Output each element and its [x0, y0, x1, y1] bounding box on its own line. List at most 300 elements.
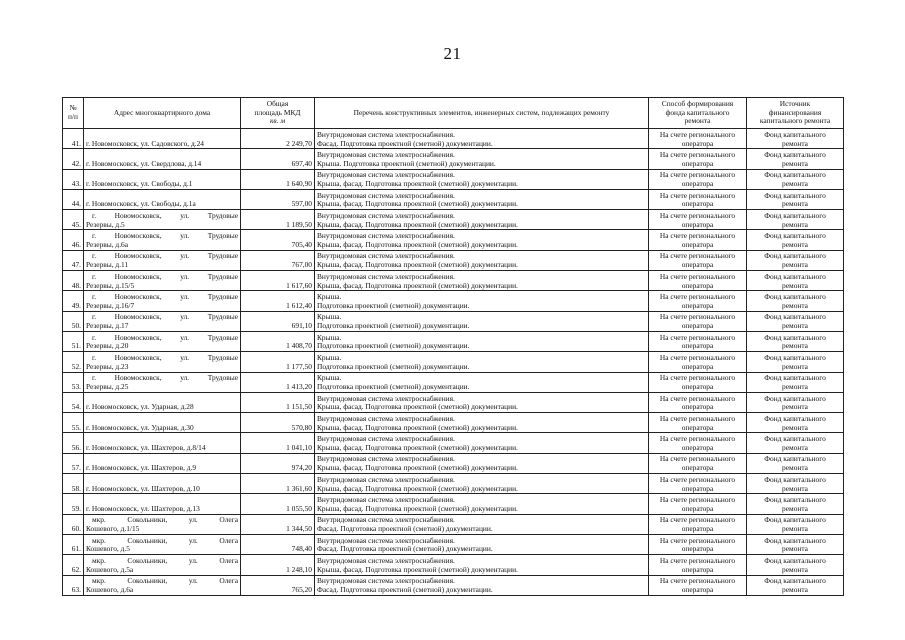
row-area: 2 249,70 — [241, 129, 315, 149]
address-word: ул. — [180, 352, 190, 362]
source-line: Фонд капитального — [764, 413, 826, 423]
works-line: Подготовка проектной (сметной) документации. — [317, 341, 470, 351]
row-works — [315, 433, 649, 453]
address-word: Трудовые — [207, 210, 238, 220]
works-line: Крыша, фасад. Подготовка проектной (сметной) документации. — [317, 260, 518, 270]
method-line: оператора — [681, 402, 714, 412]
works-line: Фасад. Подготовка проектной (сметной) документации. — [317, 138, 493, 148]
table-row — [63, 189, 844, 209]
works-line: Внутридомовая система электроснабжения. — [317, 555, 455, 565]
row-funding-source — [747, 291, 844, 311]
header-source — [747, 98, 844, 129]
works-line: Внутридомовая система электроснабжения. — [317, 210, 455, 220]
works-line: Внутридомовая система электроснабжения. — [317, 474, 455, 484]
address-word: Олега — [219, 555, 238, 565]
row-address — [84, 514, 241, 534]
row-works — [315, 534, 649, 554]
row-address — [84, 149, 241, 169]
row-number: 48. — [63, 271, 84, 291]
source-line: ремонта — [782, 321, 808, 331]
row-address — [84, 311, 241, 331]
address-line: г. Новомосковск, ул. Шахтеров, д.8/14 — [86, 442, 206, 452]
works-line: Внутридомовая система электроснабжения. — [317, 170, 455, 180]
address-word: г. — [92, 373, 97, 383]
row-funding-method — [649, 210, 747, 230]
works-line: Крыша, фасад. Подготовка проектной (сметной) документации. — [317, 503, 518, 513]
row-area: 1 612,40 — [241, 291, 315, 311]
source-line: ремонта — [782, 158, 808, 168]
method-line: На счете регионального — [659, 576, 736, 586]
source-line: ремонта — [782, 199, 808, 209]
header-area-line2: площадь МКД — [254, 107, 301, 117]
method-line: оператора — [681, 179, 714, 189]
row-number: 56. — [63, 433, 84, 453]
address-line: г. Новомосковск, ул. Шахтеров, д.10 — [86, 483, 200, 493]
source-line: ремонта — [782, 524, 808, 534]
works-line: Внутридомовая система электроснабжения. — [317, 129, 455, 139]
header-method — [649, 98, 747, 129]
table-row — [63, 392, 844, 412]
source-line: Фонд капитального — [764, 271, 826, 281]
works-line: Крыша. — [317, 312, 342, 322]
method-line: На счете регионального — [659, 535, 736, 545]
address-word: мкр. — [92, 535, 106, 545]
row-works — [315, 372, 649, 392]
works-line: Фасад. Подготовка проектной (сметной) документации. — [317, 585, 493, 595]
method-line: оператора — [681, 219, 714, 229]
address-word: Новомосковск, — [114, 271, 162, 281]
row-area: 1 189,50 — [241, 210, 315, 230]
method-line: оператора — [681, 321, 714, 331]
table-row — [63, 453, 844, 473]
method-line: На счете регионального — [659, 495, 736, 505]
table-row — [63, 129, 844, 149]
source-line: ремонта — [782, 300, 808, 310]
row-address — [84, 494, 241, 514]
method-line: оператора — [681, 361, 714, 371]
row-funding-method — [649, 433, 747, 453]
method-line: оператора — [681, 585, 714, 595]
row-funding-method — [649, 494, 747, 514]
source-line: Фонд капитального — [764, 251, 826, 261]
address-line: Кошевого, д.5а — [86, 564, 134, 574]
row-works — [315, 210, 649, 230]
address-word: Новомосковск, — [114, 373, 162, 383]
works-line: Подготовка проектной (сметной) документации. — [317, 361, 470, 371]
header-num — [63, 98, 84, 129]
row-area: 767,00 — [241, 250, 315, 270]
row-funding-source — [747, 514, 844, 534]
header-source-line3: капитального ремонта — [759, 116, 831, 126]
row-funding-source — [747, 271, 844, 291]
works-line: Крыша, фасад. Подготовка проектной (сметной) документации. — [317, 442, 518, 452]
source-line: Фонд капитального — [764, 515, 826, 525]
address-word: Трудовые — [207, 231, 238, 241]
works-line: Внутридомовая система электроснабжения. — [317, 393, 455, 403]
row-funding-source — [747, 230, 844, 250]
header-area-line1: Общая — [266, 98, 289, 108]
header-source-line2: финансирования — [768, 107, 822, 117]
row-funding-source — [747, 372, 844, 392]
row-number: 54. — [63, 392, 84, 412]
source-line: Фонд капитального — [764, 190, 826, 200]
works-line: Внутридомовая система электроснабжения. — [317, 251, 455, 261]
address-word: ул. — [188, 535, 198, 545]
row-address — [84, 291, 241, 311]
row-funding-method — [649, 149, 747, 169]
address-word: ул. — [188, 576, 198, 586]
source-line: Фонд капитального — [764, 555, 826, 565]
method-line: оператора — [681, 463, 714, 473]
address-line: Резервы, д.15/5 — [86, 280, 135, 290]
source-line: ремонта — [782, 341, 808, 351]
method-line: На счете регионального — [659, 210, 736, 220]
row-area: 1 617,60 — [241, 271, 315, 291]
method-line: На счете регионального — [659, 251, 736, 261]
row-area: 1 344,50 — [241, 514, 315, 534]
works-line: Подготовка проектной (сметной) документации. — [317, 321, 470, 331]
method-line: На счете регионального — [659, 170, 736, 180]
address-line: г. Новомосковск, ул. Свердлова, д.14 — [86, 158, 202, 168]
method-line: оператора — [681, 524, 714, 534]
address-word: мкр. — [92, 515, 106, 525]
row-area: 1 177,50 — [241, 352, 315, 372]
source-line: Фонд капитального — [764, 352, 826, 362]
header-method-line1: Способ формирования — [661, 98, 734, 108]
table-header-row — [63, 98, 844, 129]
row-funding-source — [747, 169, 844, 189]
method-line: оператора — [681, 544, 714, 554]
row-address — [84, 250, 241, 270]
works-line: Крыша. Подготовка проектной (сметной) документации. — [317, 158, 496, 168]
address-line: г. Новомосковск, ул. Шахтеров, д.13 — [86, 503, 200, 513]
row-address — [84, 575, 241, 595]
works-line: Фасад. Подготовка проектной (сметной) документации. — [317, 544, 493, 554]
row-funding-source — [747, 453, 844, 473]
source-line: Фонд капитального — [764, 332, 826, 342]
source-line: ремонта — [782, 280, 808, 290]
source-line: ремонта — [782, 239, 808, 249]
address-line: Резервы, д.23 — [86, 361, 129, 371]
works-line: Крыша. — [317, 352, 342, 362]
row-area: 570,80 — [241, 413, 315, 433]
row-funding-method — [649, 534, 747, 554]
row-funding-method — [649, 311, 747, 331]
table-row — [63, 514, 844, 534]
table-row — [63, 169, 844, 189]
row-area: 1 041,10 — [241, 433, 315, 453]
row-number: 51. — [63, 331, 84, 351]
address-word: Трудовые — [207, 292, 238, 302]
row-area: 1 361,60 — [241, 474, 315, 494]
works-line: Крыша, фасад. Подготовка проектной (сметной) документации. — [317, 463, 518, 473]
source-line: ремонта — [782, 361, 808, 371]
row-works — [315, 271, 649, 291]
table-row — [63, 210, 844, 230]
source-line: ремонта — [782, 382, 808, 392]
address-word: г. — [92, 231, 97, 241]
row-funding-method — [649, 453, 747, 473]
source-line: Фонд капитального — [764, 231, 826, 241]
source-line: Фонд капитального — [764, 393, 826, 403]
source-line: Фонд капитального — [764, 576, 826, 586]
table-row — [63, 413, 844, 433]
method-line: На счете регионального — [659, 555, 736, 565]
method-line: На счете регионального — [659, 515, 736, 525]
row-funding-method — [649, 291, 747, 311]
method-line: оператора — [681, 382, 714, 392]
address-word: Трудовые — [207, 352, 238, 362]
method-line: На счете регионального — [659, 292, 736, 302]
table-row — [63, 575, 844, 595]
address-word: г. — [92, 292, 97, 302]
address-word: Новомосковск, — [114, 251, 162, 261]
row-works — [315, 392, 649, 412]
row-number: 62. — [63, 555, 84, 575]
row-works — [315, 494, 649, 514]
address-word: Олега — [219, 515, 238, 525]
row-address — [84, 230, 241, 250]
table-row — [63, 494, 844, 514]
row-address — [84, 129, 241, 149]
row-address — [84, 189, 241, 209]
row-number: 43. — [63, 169, 84, 189]
row-area: 1 248,10 — [241, 555, 315, 575]
row-funding-source — [747, 575, 844, 595]
row-funding-source — [747, 534, 844, 554]
method-line: оператора — [681, 483, 714, 493]
row-address — [84, 271, 241, 291]
address-word: мкр. — [92, 576, 106, 586]
table-row — [63, 372, 844, 392]
address-word: Сокольники, — [127, 535, 168, 545]
table-row — [63, 149, 844, 169]
method-line: оператора — [681, 300, 714, 310]
row-works — [315, 352, 649, 372]
source-line: ремонта — [782, 179, 808, 189]
row-funding-method — [649, 169, 747, 189]
header-works: Перечень конструктивных элементов, инженерных систем, подлежащих ремонту — [315, 98, 649, 129]
address-word: г. — [92, 271, 97, 281]
address-line: Резервы, д.25 — [86, 382, 129, 392]
row-address — [84, 372, 241, 392]
header-method-line2: фонда капитального — [665, 107, 730, 117]
row-works — [315, 129, 649, 149]
address-word: ул. — [180, 332, 190, 342]
row-funding-method — [649, 575, 747, 595]
row-number: 45. — [63, 210, 84, 230]
row-funding-method — [649, 392, 747, 412]
row-number: 55. — [63, 413, 84, 433]
source-line: Фонд капитального — [764, 495, 826, 505]
table-row — [63, 555, 844, 575]
method-line: оператора — [681, 260, 714, 270]
row-address — [84, 474, 241, 494]
method-line: оператора — [681, 442, 714, 452]
method-line: На счете регионального — [659, 150, 736, 159]
source-line: ремонта — [782, 564, 808, 574]
row-funding-method — [649, 555, 747, 575]
row-funding-source — [747, 474, 844, 494]
address-line: Кошевого, д.1/15 — [86, 524, 140, 534]
row-number: 60. — [63, 514, 84, 534]
address-word: Новомосковск, — [114, 352, 162, 362]
method-line: оператора — [681, 158, 714, 168]
address-line: Резервы, д.6а — [86, 239, 129, 249]
address-word: Трудовые — [207, 251, 238, 261]
address-line: г. Новомосковск, ул. Шахтеров, д.9 — [86, 463, 197, 473]
address-line: Кошевого, д.6а — [86, 585, 134, 595]
method-line: оператора — [681, 503, 714, 513]
address-word: ул. — [188, 515, 198, 525]
works-line: Крыша. — [317, 332, 342, 342]
address-word: г. — [92, 210, 97, 220]
row-address — [84, 555, 241, 575]
method-line: оператора — [681, 199, 714, 209]
row-funding-source — [747, 392, 844, 412]
address-word: мкр. — [92, 555, 106, 565]
address-line: Резервы, д.11 — [86, 260, 129, 270]
works-line: Внутридомовая система электроснабжения. — [317, 576, 455, 586]
row-funding-method — [649, 189, 747, 209]
row-funding-method — [649, 372, 747, 392]
address-line: г. Новомосковск, ул. Ударная, д.30 — [86, 422, 194, 432]
table-row — [63, 230, 844, 250]
source-line: Фонд капитального — [764, 129, 826, 139]
row-funding-source — [747, 555, 844, 575]
works-line: Крыша, фасад. Подготовка проектной (сметной) документации. — [317, 422, 518, 432]
row-works — [315, 250, 649, 270]
works-line: Внутридомовая система электроснабжения. — [317, 231, 455, 241]
address-word: г. — [92, 352, 97, 362]
row-number: 41. — [63, 129, 84, 149]
row-number: 47. — [63, 250, 84, 270]
method-line: На счете регионального — [659, 434, 736, 444]
address-word: г. — [92, 332, 97, 342]
method-line: На счете регионального — [659, 352, 736, 362]
row-area: 597,00 — [241, 189, 315, 209]
method-line: На счете регионального — [659, 474, 736, 484]
method-line: оператора — [681, 564, 714, 574]
row-funding-method — [649, 474, 747, 494]
row-funding-source — [747, 331, 844, 351]
address-word: Новомосковск, — [114, 210, 162, 220]
row-funding-source — [747, 311, 844, 331]
address-line: Резервы, д.5 — [86, 219, 125, 229]
works-line: Крыша, фасад. Подготовка проектной (сметной) документации. — [317, 280, 518, 290]
row-area: 705,40 — [241, 230, 315, 250]
address-word: Сокольники, — [127, 576, 168, 586]
source-line: Фонд капитального — [764, 434, 826, 444]
address-word: Олега — [219, 535, 238, 545]
source-line: Фонд капитального — [764, 210, 826, 220]
row-funding-source — [747, 149, 844, 169]
row-area: 765,20 — [241, 575, 315, 595]
row-area: 974,20 — [241, 453, 315, 473]
address-word: ул. — [180, 251, 190, 261]
row-funding-method — [649, 250, 747, 270]
row-funding-source — [747, 352, 844, 372]
row-address — [84, 331, 241, 351]
address-word: Трудовые — [207, 312, 238, 322]
row-area: 748,40 — [241, 534, 315, 554]
header-address: Адрес многоквартирного дома — [84, 98, 241, 129]
source-line: ремонта — [782, 402, 808, 412]
row-number: 63. — [63, 575, 84, 595]
address-word: Сокольники, — [127, 555, 168, 565]
row-works — [315, 149, 649, 169]
row-number: 52. — [63, 352, 84, 372]
address-word: ул. — [180, 312, 190, 322]
method-line: На счете регионального — [659, 413, 736, 423]
source-line: Фонд капитального — [764, 150, 826, 159]
source-line: ремонта — [782, 138, 808, 148]
source-line: ремонта — [782, 483, 808, 493]
address-line: Резервы, д.20 — [86, 341, 129, 351]
address-line: Кошевого, д.5 — [86, 544, 130, 554]
row-address — [84, 413, 241, 433]
method-line: оператора — [681, 422, 714, 432]
works-line: Внутридомовая система электроснабжения. — [317, 150, 455, 159]
source-line: Фонд капитального — [764, 454, 826, 464]
row-funding-source — [747, 189, 844, 209]
address-line: г. Новомосковск, ул. Садовского, д.24 — [86, 138, 204, 148]
address-word: Олега — [219, 576, 238, 586]
header-num-line1: № — [69, 103, 77, 113]
row-funding-source — [747, 210, 844, 230]
row-area: 1 151,50 — [241, 392, 315, 412]
source-line: Фонд капитального — [764, 535, 826, 545]
row-area: 691,10 — [241, 311, 315, 331]
row-area: 1 413,20 — [241, 372, 315, 392]
method-line: На счете регионального — [659, 332, 736, 342]
method-line: оператора — [681, 280, 714, 290]
source-line: ремонта — [782, 219, 808, 229]
header-num-line2: п/п — [68, 112, 78, 121]
row-funding-method — [649, 271, 747, 291]
method-line: На счете регионального — [659, 373, 736, 383]
header-area — [241, 98, 315, 129]
source-line: Фонд капитального — [764, 292, 826, 302]
table-row — [63, 534, 844, 554]
row-area: 1 640,90 — [241, 169, 315, 189]
row-works — [315, 331, 649, 351]
works-line: Внутридомовая система электроснабжения. — [317, 190, 455, 200]
table-row — [63, 474, 844, 494]
row-funding-method — [649, 331, 747, 351]
row-number: 58. — [63, 474, 84, 494]
table-body — [63, 129, 844, 596]
row-address — [84, 210, 241, 230]
row-works — [315, 189, 649, 209]
row-works — [315, 514, 649, 534]
row-number: 59. — [63, 494, 84, 514]
method-line: На счете регионального — [659, 129, 736, 139]
works-line: Фасад. Подготовка проектной (сметной) документации. — [317, 524, 493, 534]
address-line: Резервы, д.16/7 — [86, 300, 135, 310]
row-area: 1 408,70 — [241, 331, 315, 351]
row-funding-source — [747, 433, 844, 453]
source-line: Фонд капитального — [764, 170, 826, 180]
row-number: 57. — [63, 453, 84, 473]
address-line: Резервы, д.17 — [86, 321, 129, 331]
address-line: г. Новомосковск, ул. Свободы, д.1 — [86, 179, 193, 189]
table-row — [63, 250, 844, 270]
row-address — [84, 534, 241, 554]
table-row — [63, 352, 844, 372]
method-line: На счете регионального — [659, 271, 736, 281]
works-line: Крыша, фасад. Подготовка проектной (сметной) документации. — [317, 402, 518, 412]
